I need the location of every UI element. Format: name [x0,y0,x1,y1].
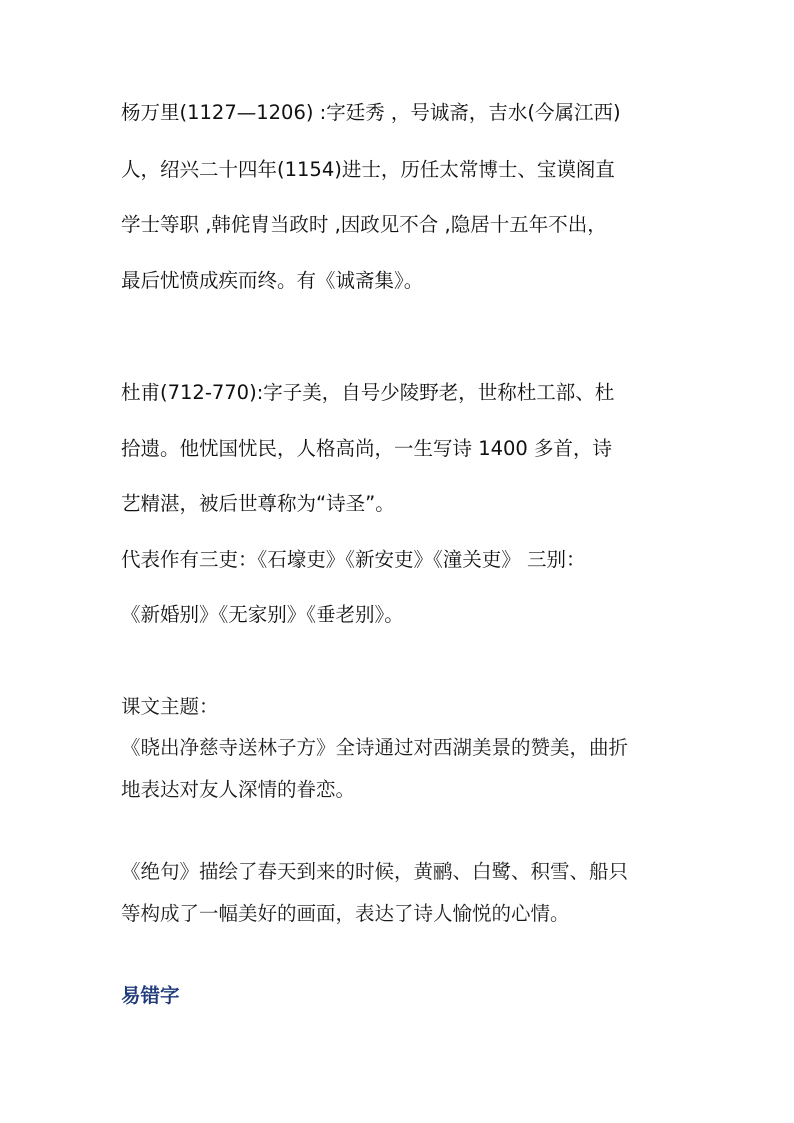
du-fu-line-2: 拾遗。他忧国忧民，人格高尚，一生写诗 1400 多首，诗 [121,437,613,460]
theme-poem1-line-2: 地表达对友人深情的眷恋。 [121,778,356,801]
du-fu-line-4: 代表作有三吏：《石壕吏》《新安吏》《潼关吏》 三别： [121,548,586,571]
yang-wanli-line-4: 最后忧愤成疾而终。有《诚斋集》。 [121,269,424,292]
theme-poem2-line-2: 等构成了一幅美好的画面，表达了诗人愉悦的心情。 [121,902,570,925]
theme-poem1-line-1: 《晓出净慈寺送林子方》全诗通过对西湖美景的赞美，曲折 [121,736,629,759]
du-fu-line-3: 艺精湛，被后世尊称为“诗圣”。 [121,492,395,515]
yang-wanli-line-3: 学士等职 ,韩侂胄当政时 ,因政见不合 ,隐居十五年不出， [121,213,607,236]
typo-heading: 易错字 [121,984,180,1007]
theme-poem2-line-1: 《绝句》描绘了春天到来的时候，黄鹂、白鹭、积雪、船只 [121,860,629,883]
du-fu-line-5: 《新婚别》《无家别》《垂老别》。 [121,603,404,626]
yang-wanli-line-1: 杨万里(1127—1206) :字廷秀 ，号诚斋，吉水(今属江西) [121,101,621,124]
yang-wanli-line-2: 人，绍兴二十四年(1154)进士，历任太常博士、宝谟阁直 [121,158,615,181]
theme-heading: 课文主题： [121,695,219,718]
du-fu-line-1: 杜甫(712-770):字子美，自号少陵野老，世称杜工部、杜 [121,381,615,404]
